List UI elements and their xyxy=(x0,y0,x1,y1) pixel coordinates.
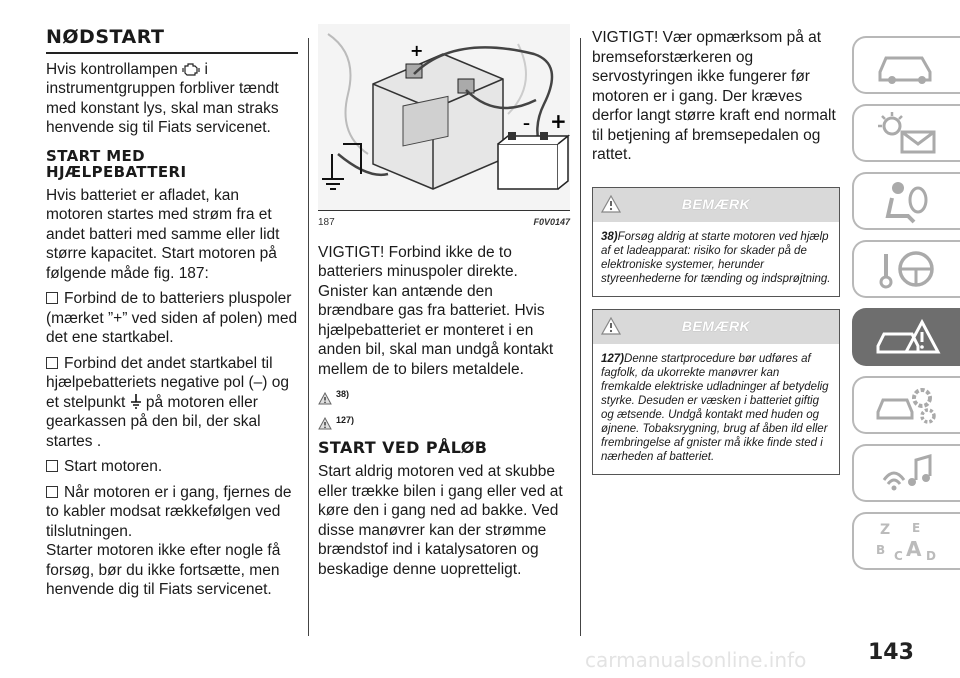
car-icon xyxy=(872,42,942,88)
tab-lights-messages[interactable] xyxy=(852,104,960,162)
note-title: BEMÆRK xyxy=(681,317,751,334)
note-box xyxy=(592,309,840,475)
note-header xyxy=(593,310,839,344)
figure-caption xyxy=(318,213,570,233)
watermark: carmanualsonline.info xyxy=(585,648,807,672)
emergency-icon xyxy=(872,314,942,360)
index-letters-icon xyxy=(872,518,942,564)
svg-text:D: D xyxy=(926,549,936,563)
tab-vehicle[interactable] xyxy=(852,36,960,94)
note-reference: 127) xyxy=(318,411,570,431)
checkbox-bullet-icon xyxy=(46,292,58,304)
tab-starting-driving[interactable] xyxy=(852,240,960,298)
svg-text:E: E xyxy=(912,521,921,535)
closing-paragraph: Starter motoren ikke efter nogle få forsøg, bør du ikke fortsætte, men henvende dig til Fiats servicenet. xyxy=(46,542,281,598)
svg-text:B: B xyxy=(876,543,886,557)
bullet-item: Start motoren. xyxy=(46,457,298,477)
note-title: BEMÆRK xyxy=(681,195,751,212)
jumpstart-paragraph: Hvis batteriet er afladet, kan motoren startes med strøm fra et andet batteri med samme eller lidt større kapacitet. Start motoren på følgende måde fig. 187: xyxy=(46,186,280,282)
checkbox-bullet-icon xyxy=(46,460,58,472)
tab-emergency[interactable] xyxy=(852,308,960,366)
note-reference: 38) xyxy=(318,385,570,405)
note-body: 38)Forsøg aldrig at starte motoren ved hjælp af et ladeapparat: risiko for skader på de elektroniske systemer, herunder styreenhederne for tænding og indsprøjtning. xyxy=(601,230,831,285)
warning-triangle-icon xyxy=(601,195,621,213)
checkbox-bullet-icon xyxy=(46,486,58,498)
battery-jumpstart-illustration xyxy=(318,24,570,210)
column-divider xyxy=(308,38,309,636)
multimedia-icon xyxy=(872,450,942,496)
engine-warning-lamp-icon xyxy=(182,62,200,76)
warning-triangle-icon xyxy=(601,317,621,335)
svg-text:+: + xyxy=(410,41,424,60)
jumpstart-figure xyxy=(318,24,570,211)
warning-paragraph: VIGTIGT! Forbind ikke de to batteriers minuspoler direkte. Gnister kan antænde den brændbare gas fra batteriet. Hvis hjælpebatteriet er monteret i en anden bil, skal man undgå kontakt mellem de to bilers metaldele. xyxy=(318,243,554,378)
svg-text:+: + xyxy=(550,109,567,133)
bullet-item: Forbind de to batteriers pluspoler (mærket ”+” ved siden af polen) med det ene startkabel. xyxy=(46,290,298,346)
note-box xyxy=(592,187,840,297)
svg-text:A: A xyxy=(906,537,922,561)
key-steering-wheel-icon xyxy=(872,246,942,292)
warning-triangle-icon xyxy=(318,417,332,430)
important-paragraph: VIGTIGT! Vær opmærksom på at bremseforstærkeren og servostyringen ikke fungerer før motoren er i gang. Der kræves derfor langt større kraft end normalt til betjening af bremsepedalen og rattet. xyxy=(592,29,836,163)
note-body: 127)Denne startprocedure bør udføres af fagfolk, da ukorrekte manøvrer kan fremkalde elektriske udladninger af betydelig styrke. Desuden er væsken i batteriet giftig og ætsende. Undgå kontakt med huden og øjnene. Tobaksrygning, brug af åben ild eller frembringelse af gnister må ikke finde sted i nærheden af batteriet. xyxy=(601,352,829,463)
bullet-item: Når motoren er i gang, fjernes de to kabler modsat rækkefølgen ved tilslutningen. xyxy=(46,483,292,540)
svg-text:C: C xyxy=(894,549,903,563)
column-divider xyxy=(580,38,581,636)
chapter-tabs xyxy=(852,36,960,580)
checkbox-bullet-icon xyxy=(46,357,58,369)
tab-safety[interactable] xyxy=(852,172,960,230)
tab-maintenance[interactable] xyxy=(852,376,960,434)
subsection-title-jumpstart: START MED HJÆLPEBATTERI xyxy=(46,146,187,181)
warning-triangle-icon xyxy=(318,392,332,405)
ground-symbol-icon xyxy=(130,394,142,410)
car-gears-icon xyxy=(872,382,942,428)
tab-multimedia[interactable] xyxy=(852,444,960,502)
bullet-item: Forbind det andet startkabel til hjælpebatteriets negative pol (–) og et stelpunkt på motoren eller gearkassen på den bil, der skal startes . xyxy=(46,354,289,450)
light-envelope-icon xyxy=(872,110,942,156)
intro-paragraph: Hvis kontrollampen i instrumentgruppen forbliver tændt med konstant lys, skal man straks henvende sig til Fiats servicenet. xyxy=(46,60,279,136)
tab-index[interactable] xyxy=(852,512,960,570)
subsection-title-push-start: START VED PÅLØB xyxy=(318,438,488,457)
figure-code: F0V0147 xyxy=(533,217,570,227)
column-right xyxy=(592,28,840,483)
note-header xyxy=(593,188,839,222)
push-start-paragraph: Start aldrig motoren ved at skubbe eller trække bilen i gang eller ved at køre den i gang ned ad bakke. Ved disse manøvrer kan der strømme brændstof ind i katalysatoren og beskadige denne uopretteligt. xyxy=(318,463,563,578)
column-middle xyxy=(318,28,570,585)
page-number: 143 xyxy=(868,640,914,665)
airbag-seat-icon xyxy=(872,178,942,224)
figure-number: 187 xyxy=(318,217,335,228)
section-title: NØDSTART xyxy=(46,28,298,54)
svg-text:Z: Z xyxy=(880,522,891,538)
svg-text:–: – xyxy=(523,116,530,132)
column-left xyxy=(46,28,298,606)
